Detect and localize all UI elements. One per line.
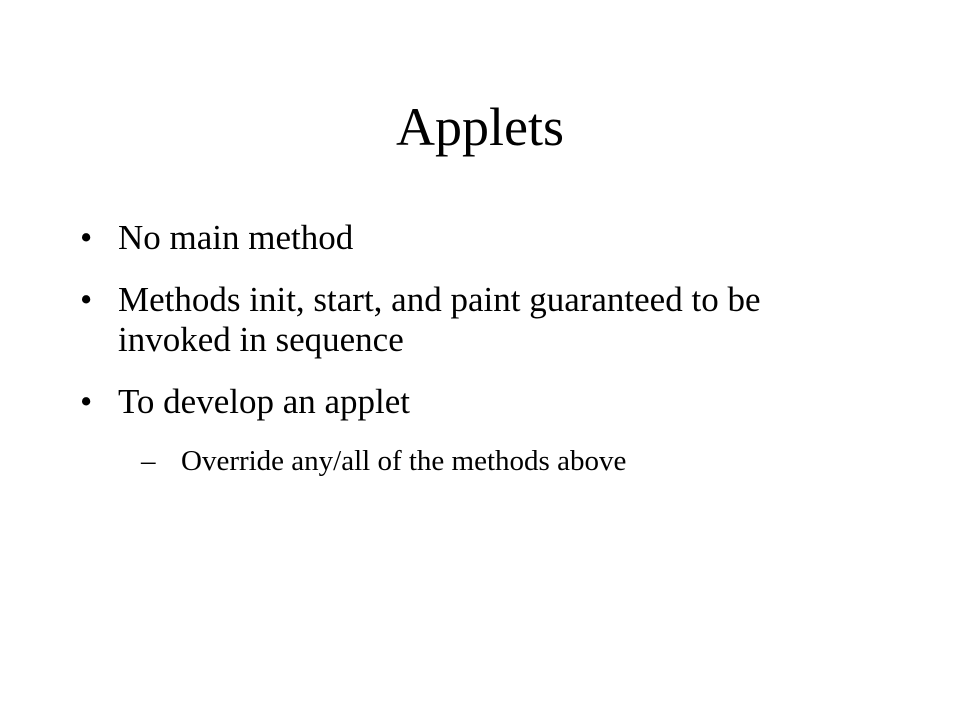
bullet-marker: • xyxy=(80,218,93,257)
sub-bullet-marker: – xyxy=(141,445,156,477)
sub-bullet-list xyxy=(118,444,880,478)
bullet-text: To develop an applet xyxy=(118,382,411,421)
sub-bullet-item xyxy=(141,444,880,478)
bullet-item xyxy=(80,280,880,360)
sub-bullet-text: Override any/all of the methods above xyxy=(181,445,627,477)
bullet-text: Methods init, start, and paint guaranteed to be invoked in sequence xyxy=(118,280,761,359)
bullet-marker: • xyxy=(80,280,93,319)
bullet-item xyxy=(80,382,880,478)
bullet-item xyxy=(80,218,880,258)
bullet-text: No main method xyxy=(118,218,354,257)
slide-title: Applets xyxy=(396,97,564,157)
bullet-marker: • xyxy=(80,382,93,421)
bullet-list xyxy=(80,218,880,500)
